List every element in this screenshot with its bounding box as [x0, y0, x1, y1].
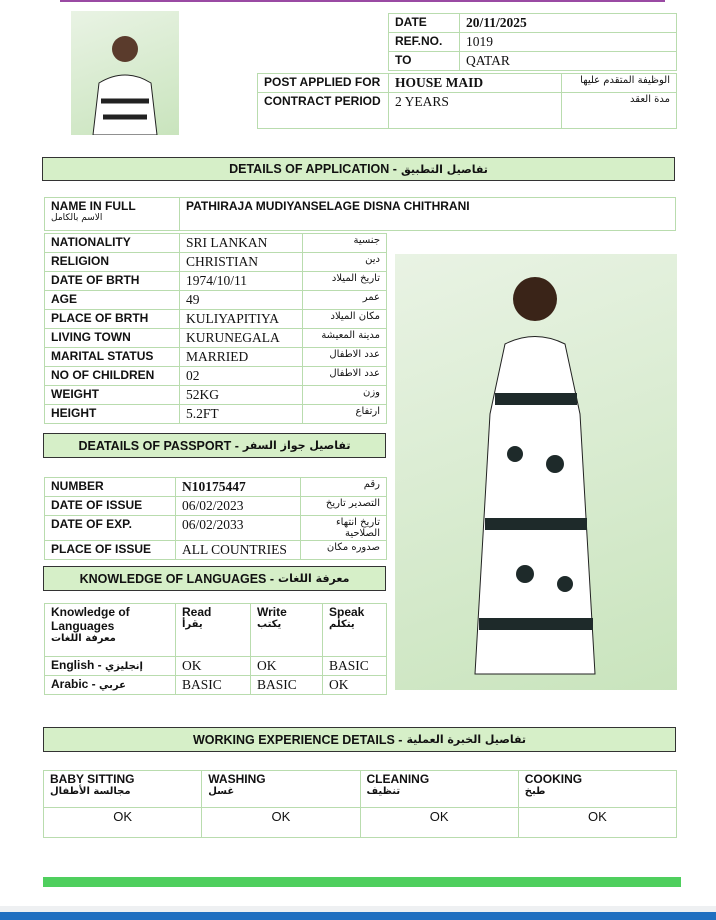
row-label: NUMBER	[45, 478, 176, 497]
detail-row	[45, 405, 387, 424]
row-label: DATE OF EXP.	[45, 516, 176, 541]
row-arabic: وزن	[303, 386, 387, 405]
row-value: 52KG	[180, 386, 303, 405]
contract-label: CONTRACT PERIOD	[258, 93, 389, 129]
row-value: N10175447	[176, 478, 301, 497]
row-value: 1974/10/11	[180, 272, 303, 291]
lang-row-english	[45, 657, 387, 676]
row-arabic: عدد الاطفال	[303, 348, 387, 367]
detail-row	[45, 253, 387, 272]
row-arabic: عدد الاطفال	[303, 367, 387, 386]
write-arabic: يكتب	[257, 619, 282, 630]
languages-header	[43, 566, 386, 591]
lang-name: English -	[51, 658, 102, 672]
footer-green-bar	[43, 877, 681, 887]
speak-label: Speak	[329, 605, 365, 619]
skill-value: OK	[518, 808, 676, 838]
skill-arabic: طبخ	[524, 786, 546, 797]
skill-arabic: تنظيف	[366, 786, 401, 797]
read-label: Read	[182, 605, 212, 619]
lang-name: Arabic -	[51, 677, 96, 691]
row-arabic: مدينة المعيشة	[303, 329, 387, 348]
passport-header	[43, 433, 386, 458]
row-label: WEIGHT	[45, 386, 180, 405]
full-name: PATHIRAJA MUDIYANSELAGE DISNA CHITHRANI	[180, 198, 676, 231]
to-value: QATAR	[460, 52, 677, 71]
row-arabic: ارتفاع	[303, 405, 387, 424]
lang-row-arabic	[45, 676, 387, 695]
detail-row	[45, 478, 387, 497]
row-value: ALL COUNTRIES	[176, 541, 301, 560]
row-value: SRI LANKAN	[180, 234, 303, 253]
row-label: PLACE OF BRTH	[45, 310, 180, 329]
row-label: LIVING TOWN	[45, 329, 180, 348]
applicant-photo-small	[71, 11, 179, 135]
detail-row	[45, 516, 387, 541]
header-text: DEATAILS OF PASSPORT -	[78, 438, 239, 453]
row-value: 02	[180, 367, 303, 386]
skill-value: OK	[202, 808, 360, 838]
header-text: DETAILS OF APPLICATION -	[229, 162, 397, 176]
arabic-read: BASIC	[176, 676, 251, 695]
footer-blue-band	[0, 912, 716, 920]
row-value: 5.2FT	[180, 405, 303, 424]
arabic-speak: OK	[323, 676, 387, 695]
detail-row	[45, 291, 387, 310]
to-label: TO	[389, 52, 460, 71]
applicant-photo-full	[395, 254, 677, 690]
top-accent-line	[60, 0, 665, 2]
header-arabic: معرفة اللغات	[278, 572, 350, 585]
skill-arabic: مجالسة الأطفال	[50, 786, 131, 797]
header-arabic: تفاصيل جواز السفر	[242, 439, 351, 452]
detail-row	[45, 348, 387, 367]
ref-value: 1019	[460, 33, 677, 52]
name-table	[44, 197, 676, 231]
name-label: NAME IN FULL	[51, 199, 136, 213]
skill-label: CLEANING	[366, 772, 430, 786]
row-label: RELIGION	[45, 253, 180, 272]
row-arabic: دين	[303, 253, 387, 272]
contract-arabic: مدة العقد	[562, 93, 677, 129]
arabic-write: BASIC	[251, 676, 323, 695]
write-label: Write	[257, 605, 287, 619]
skill-label: WASHING	[208, 772, 266, 786]
row-arabic: تاريخ الميلاد	[303, 272, 387, 291]
skill-arabic: غسل	[208, 786, 235, 797]
row-value: 49	[180, 291, 303, 310]
meta-table	[388, 13, 677, 71]
read-arabic: يقرأ	[182, 619, 203, 630]
speak-arabic: يتكلم	[329, 619, 355, 630]
english-speak: BASIC	[323, 657, 387, 676]
row-value: MARRIED	[180, 348, 303, 367]
passport-table	[44, 477, 387, 560]
row-arabic: جنسية	[303, 234, 387, 253]
row-label: DATE OF BRTH	[45, 272, 180, 291]
row-label: NATIONALITY	[45, 234, 180, 253]
lang-name-arabic: عربي	[99, 680, 126, 691]
languages-table	[44, 603, 387, 695]
date-label: DATE	[389, 14, 460, 33]
row-arabic: عمر	[303, 291, 387, 310]
post-label: POST APPLIED FOR	[258, 74, 389, 93]
name-label-arabic: الاسم بالكامل	[51, 213, 103, 223]
row-value: KURUNEGALA	[180, 329, 303, 348]
ref-label: REF.NO.	[389, 33, 460, 52]
header-text: WORKING EXPERIENCE DETAILS -	[192, 732, 403, 747]
row-value: CHRISTIAN	[180, 253, 303, 272]
row-arabic: رقم	[301, 478, 387, 497]
application-header	[42, 157, 675, 181]
skill-value: OK	[44, 808, 202, 838]
post-arabic: الوظيفة المتقدم عليها	[562, 74, 677, 93]
skill-label: BABY SITTING	[50, 772, 135, 786]
skill-label: COOKING	[524, 772, 583, 786]
header-arabic: تفاصيل التطبيق	[400, 162, 488, 176]
row-value: 06/02/2023	[176, 497, 301, 516]
post-value: HOUSE MAID	[389, 74, 562, 93]
experience-header	[43, 727, 676, 752]
header-text: KNOWLEDGE OF LANGUAGES -	[79, 571, 275, 586]
date-value: 20/11/2025	[460, 14, 677, 33]
english-write: OK	[251, 657, 323, 676]
row-label: DATE OF ISSUE	[45, 497, 176, 516]
lang-col-label: Knowledge of Languages	[51, 605, 130, 633]
detail-row	[45, 310, 387, 329]
row-label: MARITAL STATUS	[45, 348, 180, 367]
row-label: AGE	[45, 291, 180, 310]
row-arabic: تاريخ انتهاء الصلاحية	[301, 516, 387, 541]
lang-name-arabic: إنجليزي	[105, 661, 143, 672]
detail-row	[45, 386, 387, 405]
row-value: KULIYAPITIYA	[180, 310, 303, 329]
row-label: NO OF CHILDREN	[45, 367, 180, 386]
header-arabic: تفاصيل الخبرة العملية	[406, 733, 527, 746]
experience-table	[43, 770, 677, 838]
row-value: 06/02/2033	[176, 516, 301, 541]
skill-value: OK	[360, 808, 518, 838]
detail-row	[45, 541, 387, 560]
post-table	[257, 73, 677, 129]
contract-value: 2 YEARS	[389, 93, 562, 129]
detail-row	[45, 329, 387, 348]
row-arabic: صدوره مكان	[301, 541, 387, 560]
row-arabic: التصدير تاريخ	[301, 497, 387, 516]
lang-col-arabic: معرفة اللغات	[51, 633, 116, 644]
row-label: HEIGHT	[45, 405, 180, 424]
row-label: PLACE OF ISSUE	[45, 541, 176, 560]
detail-row	[45, 367, 387, 386]
personal-details-table	[44, 233, 387, 424]
detail-row	[45, 234, 387, 253]
detail-row	[45, 497, 387, 516]
row-arabic: مكان الميلاد	[303, 310, 387, 329]
english-read: OK	[176, 657, 251, 676]
detail-row	[45, 272, 387, 291]
